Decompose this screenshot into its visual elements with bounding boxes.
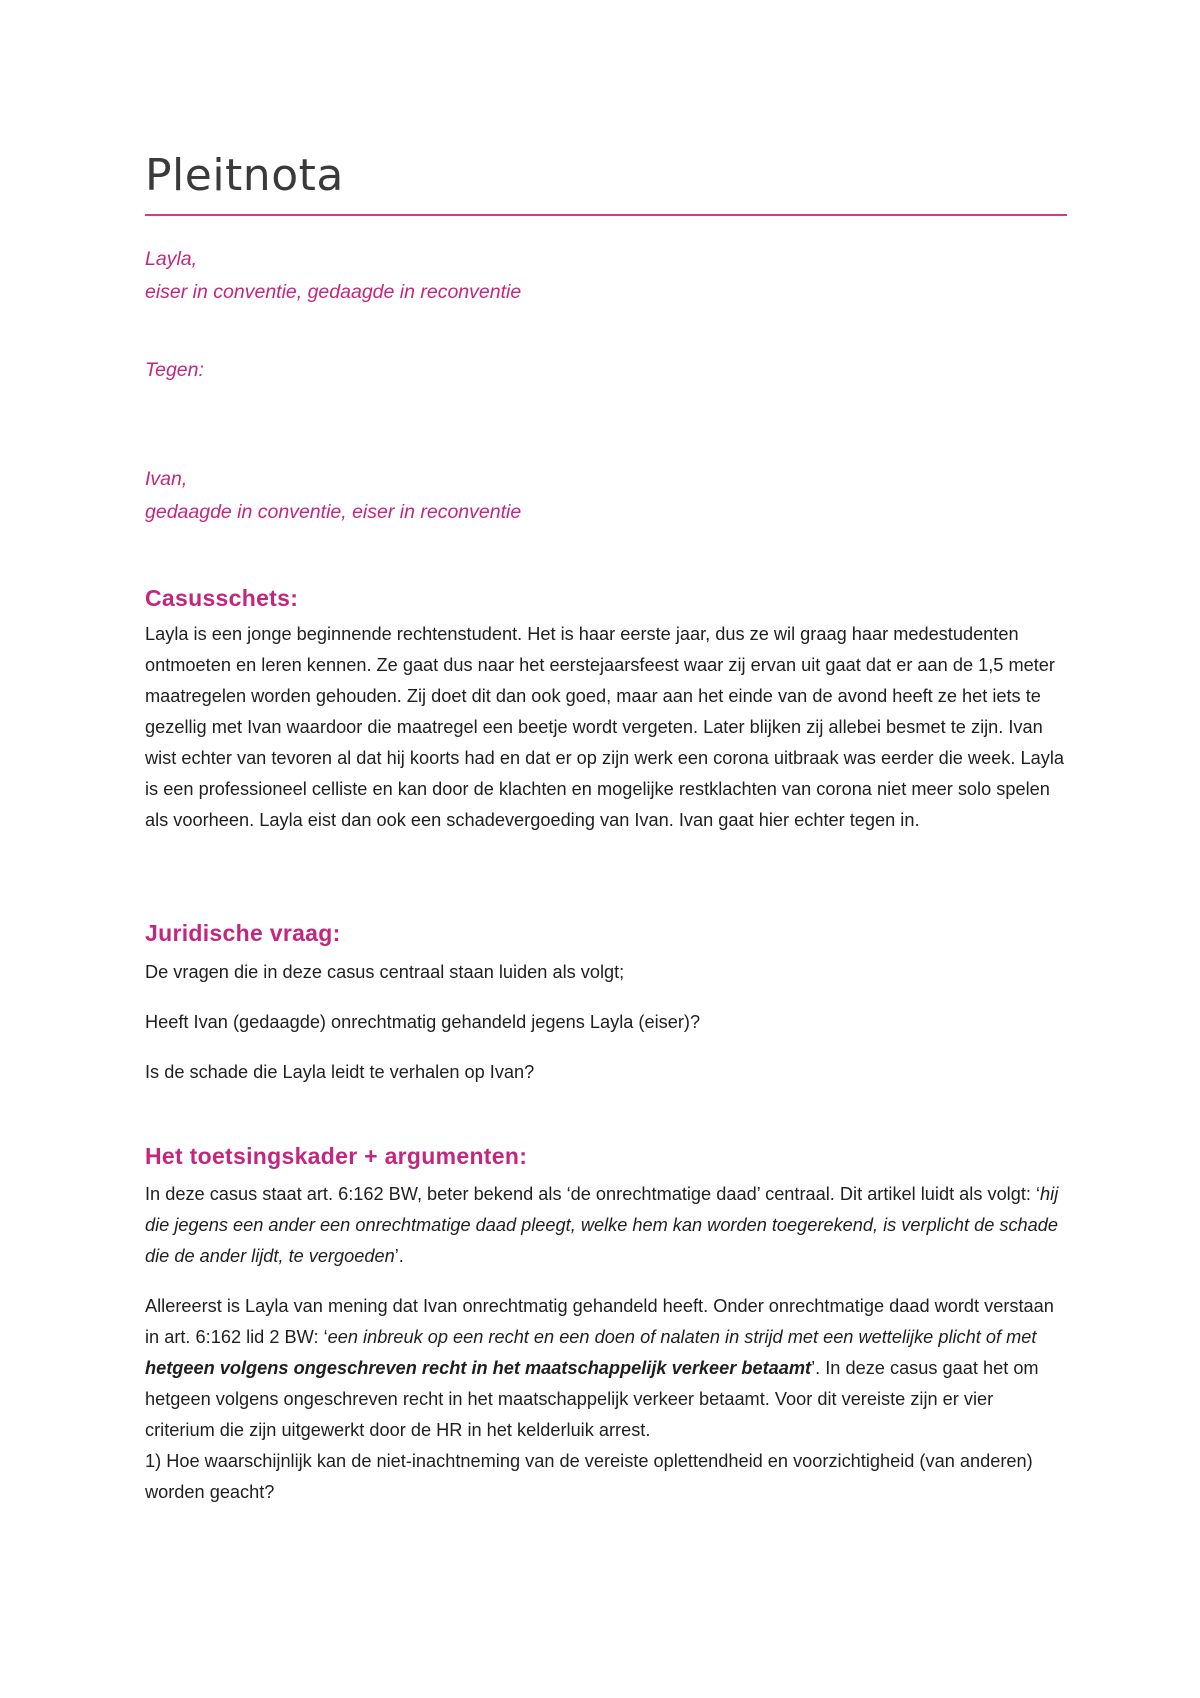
casusschets-text: Layla is een jonge beginnende rechtenstudent. Het is haar eerste jaar, dus ze wil graag haar medestudenten ontmoeten en leren kennen. Ze gaat dus naar het eerstejaarsfeest waar zij ervan uit gaat dat er aan de 1,5 meter maatregelen worden gehouden. Zij doet dit dan ook goed, maar aan het einde van de avond heeft ze het iets te gezellig met Ivan waardoor die maatregel een beetje wordt vergeten. Later blijken zij allebei besmet te zijn. Ivan wist echter van tevoren al dat hij koorts had en dat er op zijn werk een corona uitbraak was eerder die week. Layla is een professioneel celliste en kan door de klachten en mogelijke restklachten van corona niet meer solo spelen als voorheen. Layla eist dan ook een schadevergoeding van Ivan. Ivan gaat hier echter tegen in.: [145, 624, 1064, 830]
definition-explanation: ’. In deze casus gaat het om hetgeen volgens ongeschreven recht in het maatschappelijk verkeer betaamt. Voor dit vereiste zijn er vier criterium die zijn uitgewerkt door de HR in het kelderluik arrest.: [145, 1358, 1039, 1440]
page-title: Pleitnota: [145, 150, 344, 201]
toetsingskader-paragraph-2: [145, 1291, 1065, 1446]
against-block: [145, 354, 204, 387]
definition-intro: Allereerst is Layla van mening dat Ivan onrechtmatig gehandeld heeft. Onder onrechtmatige daad wordt verstaan in art. 6:162 lid 2 BW: ‘: [145, 1296, 1054, 1347]
definition-quote: een inbreuk op een recht en een doen of nalaten in strijd met een wettelijke plicht of met: [327, 1327, 1037, 1347]
juridische-vraag-heading: Juridische vraag:: [145, 920, 341, 946]
against-label: Tegen:: [145, 359, 204, 381]
juridische-vraag-section: [145, 957, 1065, 1088]
criterion-1: 1) Hoe waarschijnlijk kan de niet-inachtneming van de vereiste oplettendheid en voorzichtigheid (van anderen) worden geacht?: [145, 1451, 1033, 1502]
question-1: Heeft Ivan (gedaagde) onrechtmatig gehandeld jegens Layla (eiser)?: [145, 1012, 701, 1032]
toetsingskader-paragraph-1: [145, 1179, 1065, 1272]
title-divider: [145, 214, 1067, 216]
juridische-vraag-intro: De vragen die in deze casus centraal staan luiden als volgt;: [145, 962, 625, 982]
toetsingskader-heading: Het toetsingskader + argumenten:: [145, 1143, 528, 1169]
definition-quote-emphasis: hetgeen volgens ongeschreven recht in het maatschappelijk verkeer betaamt: [145, 1358, 812, 1378]
article-quote-end: ’.: [394, 1246, 404, 1266]
casusschets-heading: Casusschets:: [145, 585, 299, 611]
defendant-block: [145, 463, 521, 529]
article-quote: hij die jegens een ander een onrechtmatige daad pleegt, welke hem kan worden toegerekend, is verplicht de schade die de ander lijdt, te vergoeden: [145, 1184, 1059, 1266]
claimant-name: Layla,: [145, 248, 198, 270]
defendant-name: Ivan,: [145, 468, 188, 490]
casusschets-section: [145, 619, 1065, 836]
toetsingskader-section: [145, 1179, 1065, 1508]
article-intro: In deze casus staat art. 6:162 BW, beter bekend als ‘de onrechtmatige daad’ centraal. Dit artikel luidt als volgt: ‘: [145, 1184, 1041, 1204]
question-2: Is de schade die Layla leidt te verhalen op Ivan?: [145, 1062, 535, 1082]
claimant-role: eiser in conventie, gedaagde in reconventie: [145, 281, 522, 303]
defendant-role: gedaagde in conventie, eiser in reconventie: [145, 501, 522, 523]
claimant-block: [145, 243, 521, 309]
